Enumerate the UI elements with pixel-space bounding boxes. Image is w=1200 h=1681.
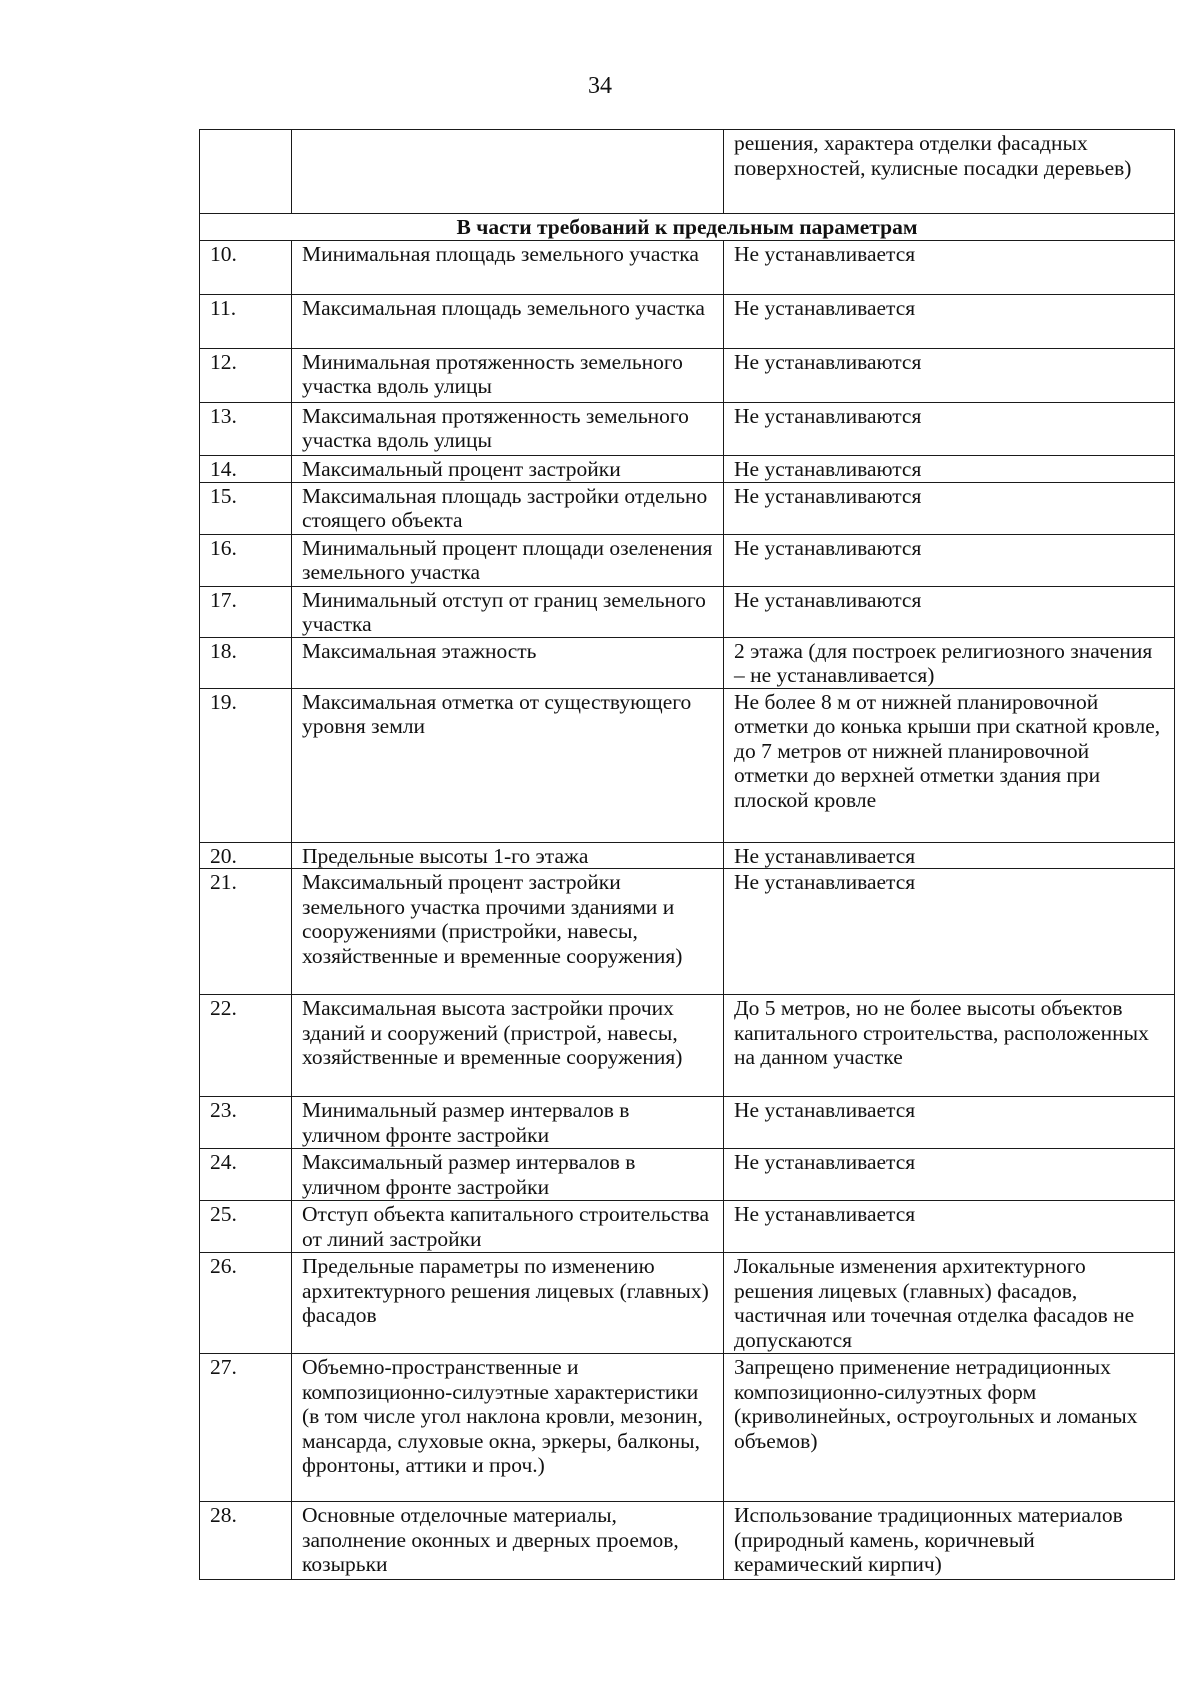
row-parameter: Минимальная площадь земельного участка <box>292 240 724 294</box>
row-parameter: Предельные высоты 1-го этажа <box>292 842 724 869</box>
row-number: 25. <box>200 1201 292 1253</box>
table-row <box>200 995 1175 1097</box>
row-parameter: Максимальная площадь застройки отдельно стоящего объекта <box>292 482 724 534</box>
row-number: 17. <box>200 586 292 637</box>
row-value: Использование традиционных материалов (природный камень, коричневый керамический кирпич) <box>724 1502 1175 1580</box>
row-value: До 5 метров, но не более высоты объектов капитального строительства, расположенных на данном участке <box>724 995 1175 1097</box>
table-row <box>200 1354 1175 1502</box>
row-number: 27. <box>200 1354 292 1502</box>
row-parameter: Максимальная протяженность земельного участка вдоль улицы <box>292 402 724 455</box>
row-number: 12. <box>200 348 292 402</box>
table-row <box>200 455 1175 482</box>
table-row <box>200 240 1175 294</box>
row-value: Не устанавливаются <box>724 455 1175 482</box>
row-parameter: Отступ объекта капитального строительства от линий застройки <box>292 1201 724 1253</box>
table-row <box>200 1253 1175 1354</box>
row-number: 23. <box>200 1097 292 1149</box>
section-title: В части требований к предельным параметрам <box>200 214 1175 241</box>
row-value: 2 этажа (для построек религиозного значения – не устанавливается) <box>724 637 1175 688</box>
table-row <box>200 482 1175 534</box>
row-value: Не устанавливается <box>724 1097 1175 1149</box>
table-row <box>200 348 1175 402</box>
row-parameter: Максимальный процент застройки земельного участка прочими зданиями и сооружениями (пристройки, навесы, хозяйственные и временные сооружения) <box>292 869 724 995</box>
table-row <box>200 130 1175 214</box>
row-value: Локальные изменения архитектурного решения лицевых (главных) фасадов, частичная или точечная отделка фасадов не допускаются <box>724 1253 1175 1354</box>
table-row <box>200 586 1175 637</box>
table-row <box>200 842 1175 869</box>
row-parameter: Максимальная этажность <box>292 637 724 688</box>
table-row <box>200 869 1175 995</box>
row-parameter <box>292 130 724 214</box>
row-number: 13. <box>200 402 292 455</box>
table-row <box>200 402 1175 455</box>
row-value: Не устанавливается <box>724 294 1175 348</box>
row-parameter: Основные отделочные материалы, заполнение оконных и дверных проемов, козырьки <box>292 1502 724 1580</box>
section-row <box>200 214 1175 241</box>
row-value: Не устанавливается <box>724 869 1175 995</box>
row-value: Не устанавливается <box>724 1149 1175 1201</box>
row-value: Не устанавливаются <box>724 348 1175 402</box>
row-parameter: Минимальный процент площади озеленения земельного участка <box>292 534 724 586</box>
row-number: 15. <box>200 482 292 534</box>
row-number: 16. <box>200 534 292 586</box>
row-parameter: Максимальный процент застройки <box>292 455 724 482</box>
table-row <box>200 1097 1175 1149</box>
row-parameter: Максимальная отметка от существующего уровня земли <box>292 688 724 842</box>
table-row <box>200 534 1175 586</box>
table-row <box>200 688 1175 842</box>
row-parameter: Максимальная площадь земельного участка <box>292 294 724 348</box>
row-value: Не устанавливаются <box>724 402 1175 455</box>
page-number: 34 <box>588 73 612 99</box>
row-parameter: Минимальная протяженность земельного участка вдоль улицы <box>292 348 724 402</box>
row-value: Не устанавливается <box>724 240 1175 294</box>
row-parameter: Объемно-пространственные и композиционно-силуэтные характеристики (в том числе угол наклона кровли, мезонин, мансарда, слуховые окна, эркеры, балконы, фронтоны, аттики и проч.) <box>292 1354 724 1502</box>
row-number <box>200 130 292 214</box>
row-number: 24. <box>200 1149 292 1201</box>
row-value: Не устанавливаются <box>724 482 1175 534</box>
row-number: 10. <box>200 240 292 294</box>
table-row <box>200 1149 1175 1201</box>
row-value: Не устанавливается <box>724 1201 1175 1253</box>
row-value: решения, характера отделки фасадных поверхностей, кулисные посадки деревьев) <box>724 130 1175 214</box>
table-row <box>200 637 1175 688</box>
table-row <box>200 294 1175 348</box>
row-number: 21. <box>200 869 292 995</box>
row-number: 11. <box>200 294 292 348</box>
row-number: 18. <box>200 637 292 688</box>
row-number: 28. <box>200 1502 292 1580</box>
row-value: Не устанавливается <box>724 842 1175 869</box>
row-parameter: Максимальный размер интервалов в уличном фронте застройки <box>292 1149 724 1201</box>
row-value: Запрещено применение нетрадиционных композиционно-силуэтных форм (криволинейных, остроугольных и ломаных объемов) <box>724 1354 1175 1502</box>
row-value: Не устанавливаются <box>724 586 1175 637</box>
row-number: 19. <box>200 688 292 842</box>
row-value: Не устанавливаются <box>724 534 1175 586</box>
row-number: 26. <box>200 1253 292 1354</box>
row-parameter: Предельные параметры по изменению архитектурного решения лицевых (главных) фасадов <box>292 1253 724 1354</box>
table-row <box>200 1201 1175 1253</box>
row-parameter: Минимальный отступ от границ земельного участка <box>292 586 724 637</box>
row-number: 20. <box>200 842 292 869</box>
row-number: 22. <box>200 995 292 1097</box>
row-parameter: Минимальный размер интервалов в уличном фронте застройки <box>292 1097 724 1149</box>
row-parameter: Максимальная высота застройки прочих зданий и сооружений (пристрой, навесы, хозяйственные и временные сооружения) <box>292 995 724 1097</box>
table-row <box>200 1502 1175 1580</box>
requirements-table <box>199 129 1175 1580</box>
row-number: 14. <box>200 455 292 482</box>
row-value: Не более 8 м от нижней планировочной отметки до конька крыши при скатной кровле, до 7 метров от нижней планировочной отметки до верхней отметки здания при плоской кровле <box>724 688 1175 842</box>
